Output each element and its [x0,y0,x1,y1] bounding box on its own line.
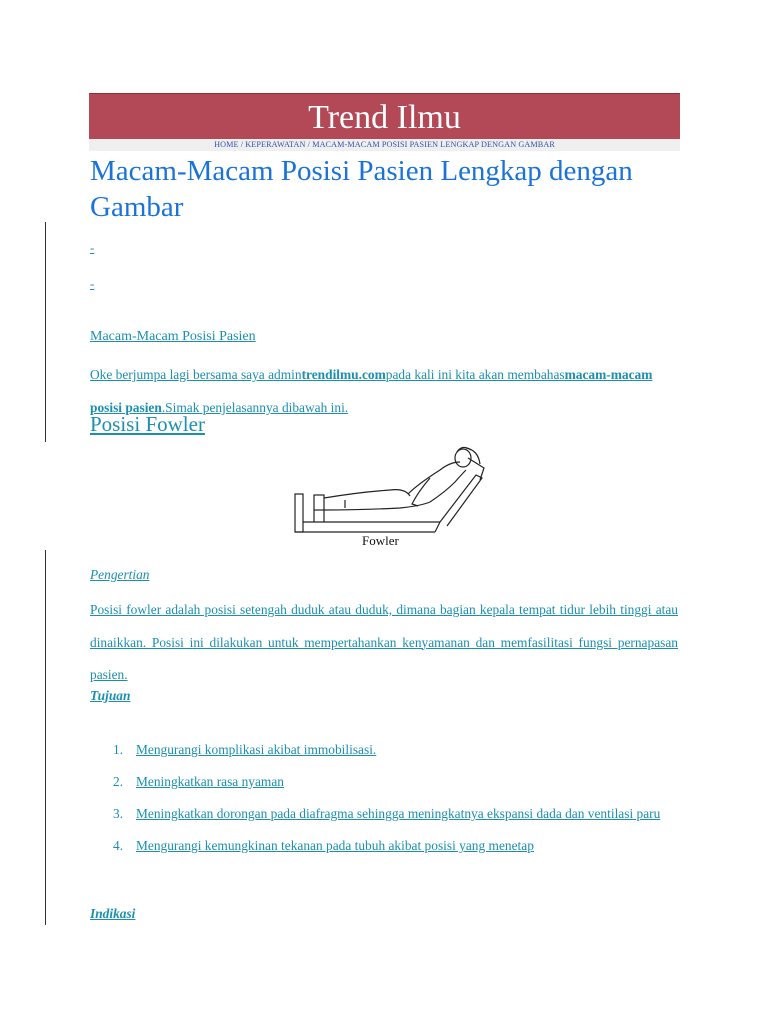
list-text: Mengurangi kemungkinan tekanan pada tubuh akibat posisi yang menetap [136,838,534,853]
breadcrumb[interactable]: HOME / KEPERAWATAN / MACAM-MACAM POSISI PASIEN LENGKAP DENGAN GAMBAR [89,139,680,151]
list-item[interactable] [90,798,680,830]
list-number: 2. [113,774,124,789]
intro-text-1: Oke berjumpa lagi bersama saya admin [90,367,302,382]
list-item[interactable] [90,734,680,766]
left-margin-line-bottom [45,550,46,925]
list-text: Meningkatkan dorongan pada diafragma sehingga meningkatnya ekspansi dada dan ventilasi paru [136,806,661,821]
list-item[interactable] [90,830,680,862]
list-number: 3. [113,806,124,821]
list-number: 1. [113,742,124,757]
tujuan-heading[interactable]: Tujuan [90,688,131,703]
figure-caption: Fowler [362,533,399,548]
page-title: Macam-Macam Posisi Pasien Lengkap dengan Gambar [90,155,633,223]
indikasi-heading[interactable]: Indikasi [90,906,136,921]
site-title[interactable]: Trend Ilmu [308,99,461,136]
intro-bold-site: trendilmu.com [301,367,386,382]
empty-link-1[interactable]: - [90,240,95,255]
intro-text-3: .Simak penjelasannya dibawah ini. [161,400,349,415]
tujuan-list [90,734,680,862]
section-title-fowler[interactable]: Posisi Fowler [90,412,205,436]
intro-text-2: pada kali ini kita akan membahas [385,367,565,382]
left-margin-line-top [45,222,46,442]
empty-link-2[interactable]: - [90,276,95,291]
subheading-link[interactable]: Macam-Macam Posisi Pasien [90,329,256,344]
pengertian-heading[interactable]: Pengertian [90,567,150,582]
pengertian-paragraph[interactable]: Posisi fowler adalah posisi setengah duduk atau duduk, dimana bagian kepala tempat tidur lebih tinggi atau dinaikkan. Posisi ini dilakukan untuk mempertahankan kenyamanan dan memfasilitasi fungsi pernapasan pasien. [90,602,678,682]
list-number: 4. [113,838,124,853]
list-text: Meningkatkan rasa nyaman [136,774,284,789]
list-text: Mengurangi komplikasi akibat immobilisasi. [136,742,377,757]
list-item[interactable] [90,766,680,798]
intro-bold-topic: macam-macam posisi pasien [90,367,653,415]
site-header [89,93,680,140]
